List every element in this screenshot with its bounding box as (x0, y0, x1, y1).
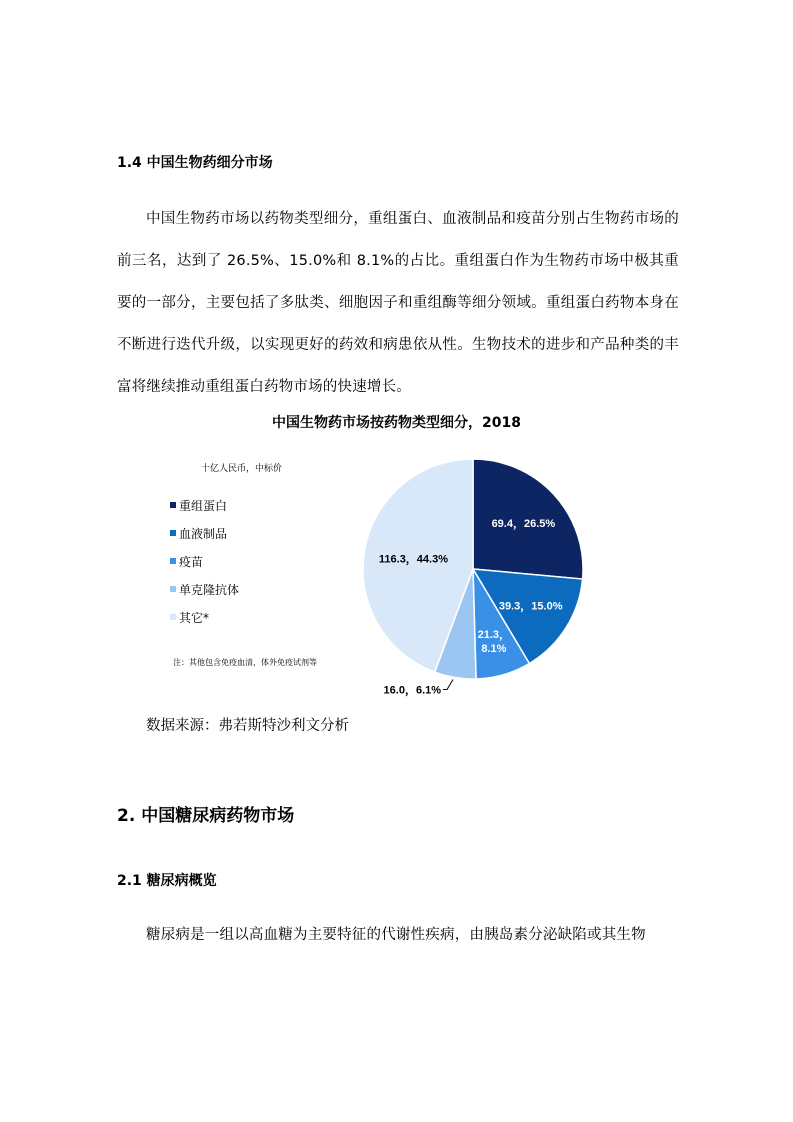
legend-label: 疫苗 (179, 554, 204, 569)
pie-leader-line (443, 680, 453, 690)
pie-label-other: 116.3，44.3% (378, 553, 449, 566)
legend-label: 单克隆抗体 (179, 582, 240, 597)
section-heading-2-1: 2.1 糖尿病概览 (117, 873, 217, 889)
section-heading-2: 2. 中国糖尿病药物市场 (117, 806, 295, 826)
pie-label-vaccine: 21.3， 8.1% (477, 628, 511, 655)
chart-unit-label: 十亿人民币，中标价 (201, 464, 283, 474)
chart-title: 中国生物药市场按药物类型细分，2018 (272, 415, 521, 431)
pie-label-blood-products: 39.3，15.0% (498, 600, 563, 613)
section-heading-1-4: 1.4 中国生物药细分市场 (117, 155, 273, 171)
chart-source: 数据来源：弗若斯特沙利文分析 (146, 718, 349, 734)
legend-label: 重组蛋白 (179, 498, 228, 513)
section-paragraph-2-1: 糖尿病是一组以高血糖为主要特征的代谢性疾病，由胰岛素分泌缺陷或其生物 (146, 927, 646, 943)
section-paragraph-1-4: 中国生物药市场以药物类型细分，重组蛋白、血液制品和疫苗分别占生物药市场的前三名，达到了 26.5%、15.0%和 8.1%的占比。重组蛋白作为生物药市场中极其重要的一部分，主要包括了多肽类、细胞因子和重组酶等细分领域。重组蛋白药物本身在不断进行迭代升级，以实现更好的药效和病患依从性。生物技术的进步和产品种类的丰富将继续推动重组蛋白药物市场的快速增长。 (117, 211, 679, 395)
chart-note: 注：其他包含免疫血清，体外免疫试剂等 (173, 658, 317, 667)
legend-label: 血液制品 (179, 526, 228, 541)
pie-label-monoclonal-antibody: 16.0，6.1% (383, 684, 442, 697)
legend-label: 其它* (179, 610, 210, 625)
pie-label-recombinant-protein: 69.4，26.5% (491, 518, 556, 531)
